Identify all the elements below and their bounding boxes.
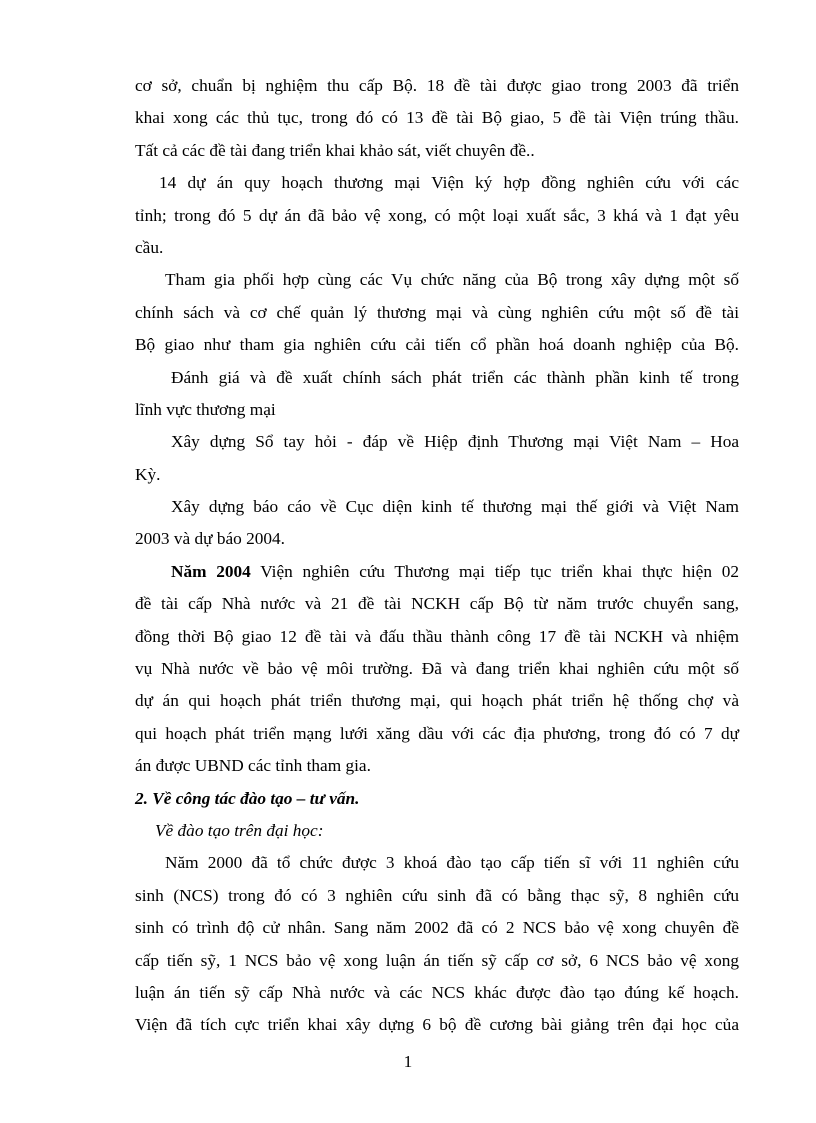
text-line: khai xong các thủ tục, trong đó có 13 đề tài Bộ giao, 5 đề tài Viện trúng thầu. <box>135 108 739 128</box>
text-line: Xây dựng Sổ tay hỏi - đáp về Hiệp định Thương mại Việt Nam – Hoa <box>171 432 739 452</box>
section-heading: 2. Về công tác đào tạo – tư vấn. <box>135 788 360 808</box>
text-line: cầu. <box>135 237 164 257</box>
text-line: đồng thời Bộ giao 12 đề tài và đấu thầu thành công 17 đề tài NCKH và nhiệm <box>135 626 739 646</box>
text-line-rest: Viện nghiên cứu Thương mại tiếp tục triển khai thực hiện 02 <box>250 561 739 581</box>
subheading: Về đào tạo trên đại học: <box>155 820 324 840</box>
text-line: Xây dựng báo cáo về Cục diện kinh tế thương mại thế giới và Việt Nam <box>171 497 739 517</box>
text-line: Tham gia phối hợp cùng các Vụ chức năng của Bộ trong xây dựng một số <box>165 270 739 290</box>
document-body <box>135 70 739 1042</box>
text-line: đề tài cấp Nhà nước và 21 đề tài NCKH cấp Bộ từ năm trước chuyển sang, <box>135 594 739 614</box>
text-line: án được UBND các tỉnh tham gia. <box>135 756 371 776</box>
page-number: 1 <box>403 1052 413 1071</box>
text-line: qui hoạch phát triển mạng lưới xăng dầu với các địa phương, trong đó có 7 dự <box>135 723 739 743</box>
text-line: sinh (NCS) trong đó có 3 nghiên cứu sinh đã có bằng thạc sỹ, 8 nghiên cứu <box>135 885 739 905</box>
text-line: Viện đã tích cực triển khai xây dựng 6 bộ đề cương bài giảng trên đại học của <box>135 1015 739 1035</box>
text-line: cơ sở, chuẩn bị nghiệm thu cấp Bộ. 18 đề tài được giao trong 2003 đã triển <box>135 76 739 95</box>
text-line: sinh có trình độ cử nhân. Sang năm 2002 đã có 2 NCS bảo vệ xong chuyên đề <box>135 918 739 938</box>
text-line: cấp tiến sỹ, 1 NCS bảo vệ xong luận án tiến sỹ cấp cơ sở, 6 NCS bảo vệ xong <box>135 950 739 970</box>
text-line <box>135 556 739 588</box>
text-line: Đánh giá và đề xuất chính sách phát triển các thành phần kinh tế trong <box>171 367 739 387</box>
text-line: dự án qui hoạch phát triển thương mại, qui hoạch phát triển hệ thống chợ và <box>135 691 739 711</box>
year-label: Năm 2004 <box>171 561 251 581</box>
text-line: Tất cả các đề tài đang triển khai khảo sát, viết chuyên đề.. <box>135 140 535 160</box>
text-line: luận án tiến sỹ cấp Nhà nước và các NCS khác được đào tạo đúng kế hoạch. <box>135 982 739 1002</box>
text-line: 14 dự án quy hoạch thương mại Viện ký hợp đồng nghiên cứu với các <box>159 173 739 193</box>
text-line: tỉnh; trong đó 5 dự án đã bảo vệ xong, có một loại xuất sắc, 3 khá và 1 đạt yêu <box>135 205 739 225</box>
text-line: Kỳ. <box>135 464 161 484</box>
text-line: 2003 và dự báo 2004. <box>135 529 285 549</box>
text-line: chính sách và cơ chế quản lý thương mại và cùng nghiên cứu một số đề tài <box>135 302 739 322</box>
text-line: vụ Nhà nước về bảo vệ môi trường. Đã và đang triển khai nghiên cứu một số <box>135 659 739 679</box>
text-line: lĩnh vực thương mại <box>135 399 276 419</box>
text-line: Bộ giao như tham gia nghiên cứu cải tiến cổ phần hoá doanh nghiệp của Bộ. <box>135 335 739 355</box>
text-line: Năm 2000 đã tổ chức được 3 khoá đào tạo cấp tiến sĩ với 11 nghiên cứu <box>165 853 739 873</box>
